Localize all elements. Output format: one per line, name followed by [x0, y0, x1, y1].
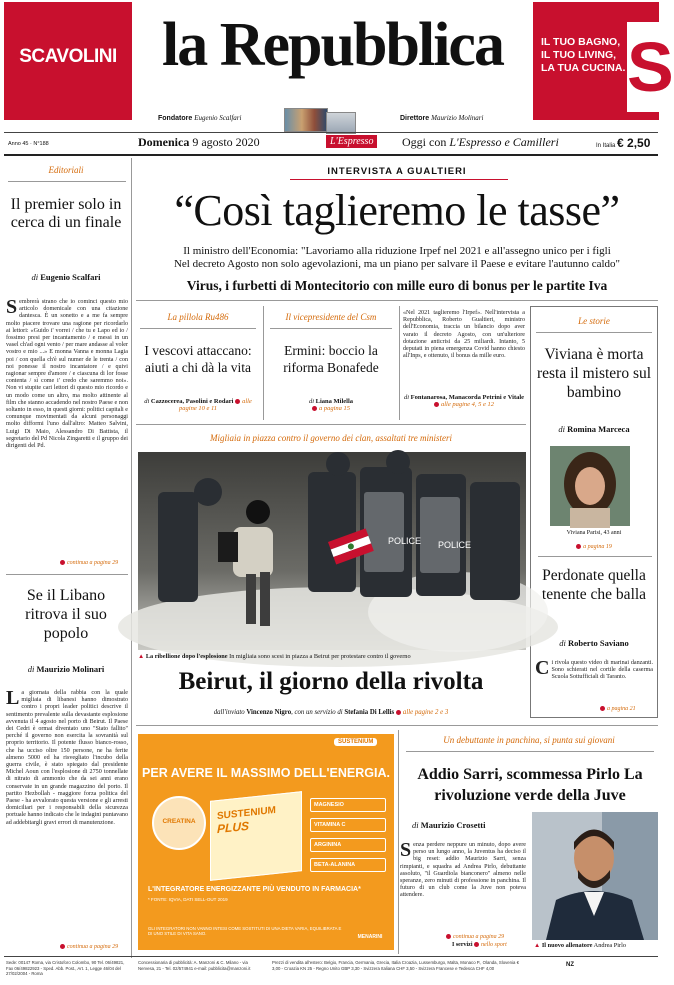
right-ad-line: IL TUO BAGNO, — [541, 36, 621, 48]
espresso-logo[interactable]: L'Espresso — [326, 135, 377, 148]
editorial-section: Editoriali — [48, 165, 84, 175]
editorial-headline[interactable]: Il premier solo in cerca di un finale — [10, 196, 122, 231]
dropcap: S — [400, 839, 412, 861]
csm-byline: di Liana Milella a pagina 15 — [308, 398, 354, 412]
price: In Italia € 2,50 — [596, 136, 651, 150]
lead-kicker: INTERVISTA A GUALTIERI — [327, 166, 467, 177]
sustenium-ad[interactable] — [138, 734, 394, 950]
ad-tagline: L'INTEGRATORE ENERGIZZANTE PIÙ VENDUTO IN FARMACIA* — [148, 886, 361, 893]
ad-product-box: SUSTENIUM PLUS — [210, 791, 302, 881]
right-ad-line: IL TUO LIVING, — [541, 49, 617, 61]
ad-badge: SUSTENIUM — [334, 738, 377, 746]
ru486-headline[interactable]: I vescovi attaccano: aiuti a chi dà la vita — [144, 343, 252, 375]
lebanon-body: La giornata della rabbia con la quale migliaia di libanesi hanno dimostrato contro i propri leader politici descrive il sentimento prevalente sulla devastante esplosione avvenuta il 4 agosto nel porto di Beirut. Il Paese dei Cedri è ormai diventato uno "Stato fallito" perché il governo non esercita la sovranità sul proprio territorio. Il potente flusso bianco-rosso, che ha ucciso oltre 150 persone, ne ha ferite almeno 5000 ed ha risvegliato l'incubo della guerra civile, è stato spiegato dal presidente Michel Aoun con l'esplosione di 2750 tonnellate di nitrato di ammonio che da sei anni erano conservate in un grande magazzino del porto. Il partito Hezbollah - maggiore forza politica del Paese - ha avvalorato questa versione e gli arresti domiciliari per i responsabili della sicurezza portuale hanno indicato che le indagini puntavano ad addebitargli gravi errori di manutenzione. — [6, 687, 128, 826]
dropcap: L — [6, 687, 20, 709]
promo-line[interactable]: Oggi con L'Espresso e Camilleri — [402, 135, 559, 149]
csm-label: Il vicepresidente del Csm — [285, 312, 377, 322]
lebanon-continue[interactable]: continua a pagina 29 — [60, 944, 118, 950]
lebanon-byline: di Maurizio Molinari — [27, 664, 105, 674]
viviana-photo[interactable] — [550, 446, 630, 526]
ad-bars: MAGNESIO VITAMINA C ARGININA BETA-ALANINA — [310, 798, 386, 872]
masthead-title[interactable]: la Repubblica — [162, 11, 503, 79]
lead-standfirst: Il ministro dell'Economia: "Lavoriamo alla riduzione Irpef nel 2021 e all'assegno unico per i figli Nel decreto Agosto non solo agevolazioni, ma un piano per salvare il Paese e evitare l'autunno caldo" — [173, 245, 621, 270]
ru486-byline: di Cazzocerea, Pasolini e Rodari alle pagine 10 e 11 — [144, 398, 252, 412]
director: Direttore Maurizio Molinari — [400, 114, 484, 122]
issue-number: Anno 45 · N°188 — [8, 141, 49, 147]
lead-headline[interactable]: “Così taglieremo le tasse” — [174, 186, 620, 235]
stories-byline-1: di Romina Marceca — [558, 424, 630, 434]
right-ad[interactable] — [533, 2, 674, 120]
ad-brand: MENARINI — [357, 934, 383, 940]
editorial-byline: di Eugenio Scalfari — [31, 272, 101, 282]
ad-pill: CREATINA — [152, 796, 206, 850]
beirut-headline[interactable]: Beirut, il giorno della rivolta — [178, 668, 484, 695]
lead-subhead[interactable]: Virus, i furbetti di Montecitorio con mille euro di bonus per le partite Iva — [186, 278, 608, 293]
viviana-caption: Viviana Parisi, 43 anni — [566, 530, 622, 536]
stories-headline-2[interactable]: Perdonate quella tenente che balla — [541, 567, 647, 603]
stories-byline-2: di Roberto Saviano — [559, 638, 629, 648]
editorial-body: Sembrerà strano che io cominci questo mio articolo domenicale con una citazione dantesca. È un sonetto e a me fa sempre molto piacere trovare una ragione per ricordarlo ai lettori: «Guido i' vorrei / che tu e Lapo ed io / fossimo presi per incantamento / e messi in un vasel ch'ad ogni vento / per mare andasse al voler vostro e mio ...» E monna Vanna e monna Lagia poi / con quella ch'è sul numer de le trenta / con noi ponesse il nostro incantatore / e quivi ragionar sempre d'amore / e ciascuna di lor fosse contenta / sì come i' credo che saremmo noi». Non vi stupite cari lettori di questo mio ricordo e un modo come un altro, ma molto attinente al film che stanno accadendo nel nostro Paese e non soltanto in esso, in questi giorni: politici capitali e comunque movimentati da alcuni personaggi molto difformi l'uno dall'altro: Matteo Salvini, Luigi Di Maio, Alessandro Di Battista, il segretario del Pd Nicola Zingaretti e il gruppo dei dirigenti del Pd. — [6, 296, 128, 450]
stories-page-1[interactable]: a pagina 19 — [532, 544, 656, 550]
stories-body-2: Ci rivola questo video di marinai danzanti. Sono schierati nel cortile della caserma Scuola Sottufficiali di Taranto. — [535, 657, 653, 681]
espresso-thumb[interactable] — [284, 108, 328, 132]
dropcap: C — [535, 657, 550, 679]
ad-fine: * FONTE: IQVIA, DATI SELL-OUT 2019 — [148, 897, 228, 902]
left-ad-brand: SCAVOLINI — [19, 46, 117, 67]
founder: Fondatore Eugenio Scalfari — [158, 114, 242, 122]
beirut-kicker: Migliaia in piazza contro il governo dei clan, assaltati tre ministeri — [209, 433, 453, 443]
stories-headline-1[interactable]: Viviana è morta resta il mistero sul bambino — [536, 346, 652, 401]
pirlo-photo[interactable] — [532, 812, 658, 940]
football-services[interactable]: I servizi nello sport — [452, 942, 507, 948]
footer-page-code: NZ — [566, 962, 574, 968]
football-continue[interactable]: continua a pagina 29 — [446, 934, 504, 940]
football-headline[interactable]: Addio Sarri, scommessa Pirlo La rivoluzione verde della Juve — [417, 766, 643, 804]
left-ad[interactable] — [4, 2, 132, 120]
football-byline: di Maurizio Crosetti — [412, 820, 486, 830]
right-ad-line: LA TUA CUCINA. — [541, 62, 626, 74]
dateline: Domenica 9 agosto 2020 — [138, 135, 260, 149]
police-shield-text: POLICE — [388, 536, 422, 546]
football-kicker: Un debuttante in panchina, si punta sui giovani — [443, 735, 615, 745]
football-body: Senza perdere neppure un minuto, dopo avere perso un lungo anno, la Juventus ha deciso il big reset: addio Maurizio Sarri, senza rimpianti, e squadra ad Andrea Pirlo, debuttante assoluto, "il Guardiola bianconero" almeno nelle speranze, zero minuti di professione in panchina. Il futuro di un club come la Juve non poteva attendere. — [400, 839, 526, 899]
beirut-byline: dall'inviato Vincenzo Nigro, con un servizio di Stefania Di Lellis alle pagine 2 e 3 — [213, 709, 449, 716]
footer-col-3: Prezzi di vendita all'estero: Belgio, Francia, Germania, Grecia, Italia Croazia, Lussemburgo, Malta, Monaco P., Olanda, Slovenia € 3,00 - Croazia KN 25 - Regno Unito GBP 3,30 - Svizzera Italiana CHF 3,50 - Svizzera Francese e Tedesca CHF 4,00 — [272, 960, 519, 971]
irpef-byline: di Fontanarosa, Manacorda Petrini e Vitale alle pagine 4, 5 e 12 — [403, 394, 525, 408]
dropcap: S — [6, 296, 18, 318]
footer-col-1: Sede: 00147 Roma, via Cristoforo Colombo, 90 Tel. 06/49821, Fax 06/49822923 - Sped. Abb. Post., Art. 1, Legge 46/04 del 27/02/2004 - Roma — [6, 960, 125, 976]
csm-headline[interactable]: Ermini: boccio la riforma Bonafede — [283, 343, 379, 375]
beirut-photo[interactable] — [138, 452, 526, 650]
lebanon-headline[interactable]: Se il Libano ritrova il suo popolo — [25, 587, 107, 642]
espresso-thumb-2[interactable] — [326, 112, 356, 134]
right-ad-letter: S — [627, 22, 667, 112]
ad-headline: PER AVERE IL MASSIMO DELL'ENERGIA. — [142, 766, 390, 780]
irpef-brief: «Nel 2021 taglieremo l'Irpef». Nell'intervista a Repubblica, Roberto Gualtieri, ministro dell'Economia, traccia un bilancio dopo aver varato il decreto Agosto, con un'ulteriore dotazione anticrisi da 25 miliardi. Intanto, 5 deputati in piena emergenza Covid hanno chiesto all'Inps, e ottenuto, il bonus da mille euro. — [403, 310, 525, 360]
beirut-caption: ▲ La ribellione dopo l'esplosione In migliaia sono scesi in piazza a Beirut per protestare contro il governo — [138, 653, 411, 660]
pirlo-caption: ▲ Il nuovo allenatore Andrea Pirlo — [534, 942, 627, 949]
ru486-label: La pillola Ru486 — [167, 312, 229, 322]
footer-col-2: Concessionaria di pubblicità: A. Manzoni & C. Milano - via Nervesa, 21 - Tel. 02/574941 e-mail: pubblicita@manzoni.it — [138, 960, 251, 971]
editorial-continue[interactable]: continua a pagina 29 — [60, 560, 118, 566]
police-shield-text: POLICE — [438, 540, 472, 550]
stories-page-2[interactable]: a pagina 21 — [600, 706, 636, 712]
ad-fine-2: GLI INTEGRATORI NON VANNO INTESI COME SOSTITUTI DI UNA DIETA VARIA, EQUILIBRATA E DI UNO STILE DI VITA SANO. — [148, 926, 342, 936]
stories-label: Le storie — [578, 316, 610, 326]
